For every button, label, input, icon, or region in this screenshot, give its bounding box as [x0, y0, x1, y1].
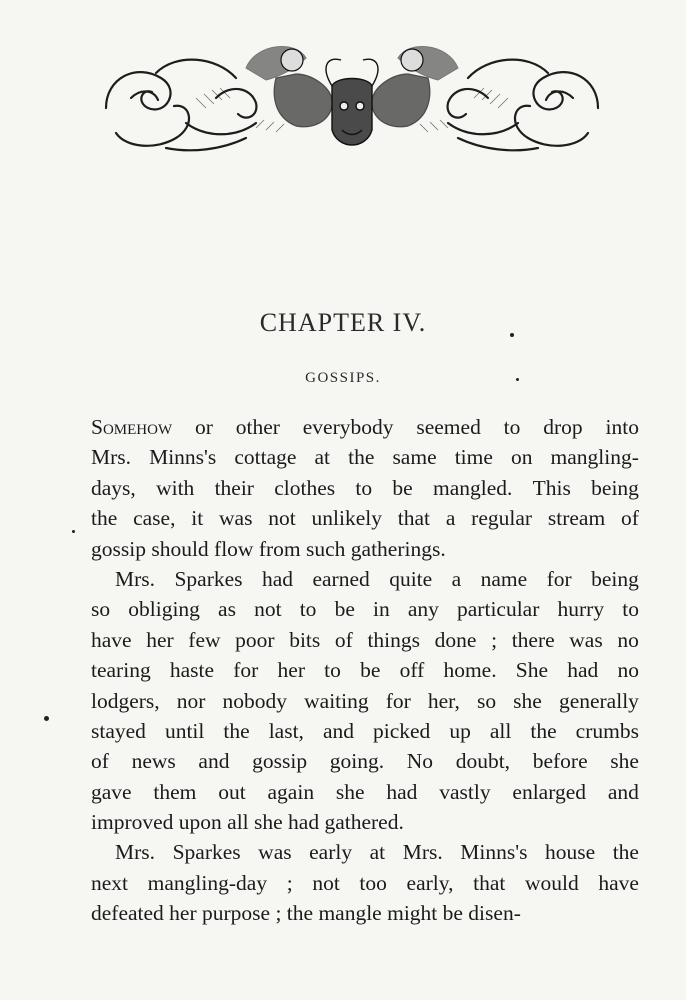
print-speck — [44, 716, 49, 721]
print-speck — [510, 333, 514, 337]
text-line: of news and gossip going. No doubt, before she — [91, 749, 639, 774]
text-line: next mangling-day ; not too early, that would have — [91, 870, 639, 895]
text-line: gave them out again she had vastly enlarged and — [91, 779, 639, 804]
text-line: stayed until the last, and picked up all the crumbs — [91, 718, 639, 743]
text-line: Somehow or other everybody seemed to drop into — [91, 415, 639, 439]
body-text — [91, 412, 639, 929]
print-speck — [72, 530, 75, 533]
text-line: defeated her purpose ; the mangle might be disen- — [91, 901, 521, 926]
text-line: lodgers, nor nobody waiting for her, so she generally — [91, 688, 639, 713]
text-line: gossip should flow from such gatherings. — [91, 536, 446, 561]
text-line: tearing haste for her to be off home. She had no — [91, 658, 639, 683]
chapter-heading: CHAPTER IV. — [259, 308, 427, 337]
text-line: have her few poor bits of things done ; there was no — [91, 627, 639, 652]
text-line: Mrs. Sparkes was early at Mrs. Minns's house the — [115, 840, 639, 865]
text-line: Mrs. Sparkes had earned quite a name for being — [115, 566, 639, 591]
section-heading: GOSSIPS. — [305, 370, 381, 386]
print-speck — [516, 378, 519, 381]
winged-cherubs-foliage-ornament-icon — [96, 38, 608, 156]
paragraph — [91, 412, 639, 564]
paragraph — [91, 837, 639, 928]
text-line: improved upon all she had gathered. — [91, 810, 404, 835]
paragraph — [91, 564, 639, 838]
text-line: Mrs. Minns's cottage at the same time on mangling- — [91, 445, 639, 470]
text-line: the case, it was not unlikely that a regular stream of — [91, 506, 639, 531]
text-line: so obliging as not to be in any particular hurry to — [91, 597, 639, 622]
text-line: days, with their clothes to be mangled. This being — [91, 475, 639, 500]
